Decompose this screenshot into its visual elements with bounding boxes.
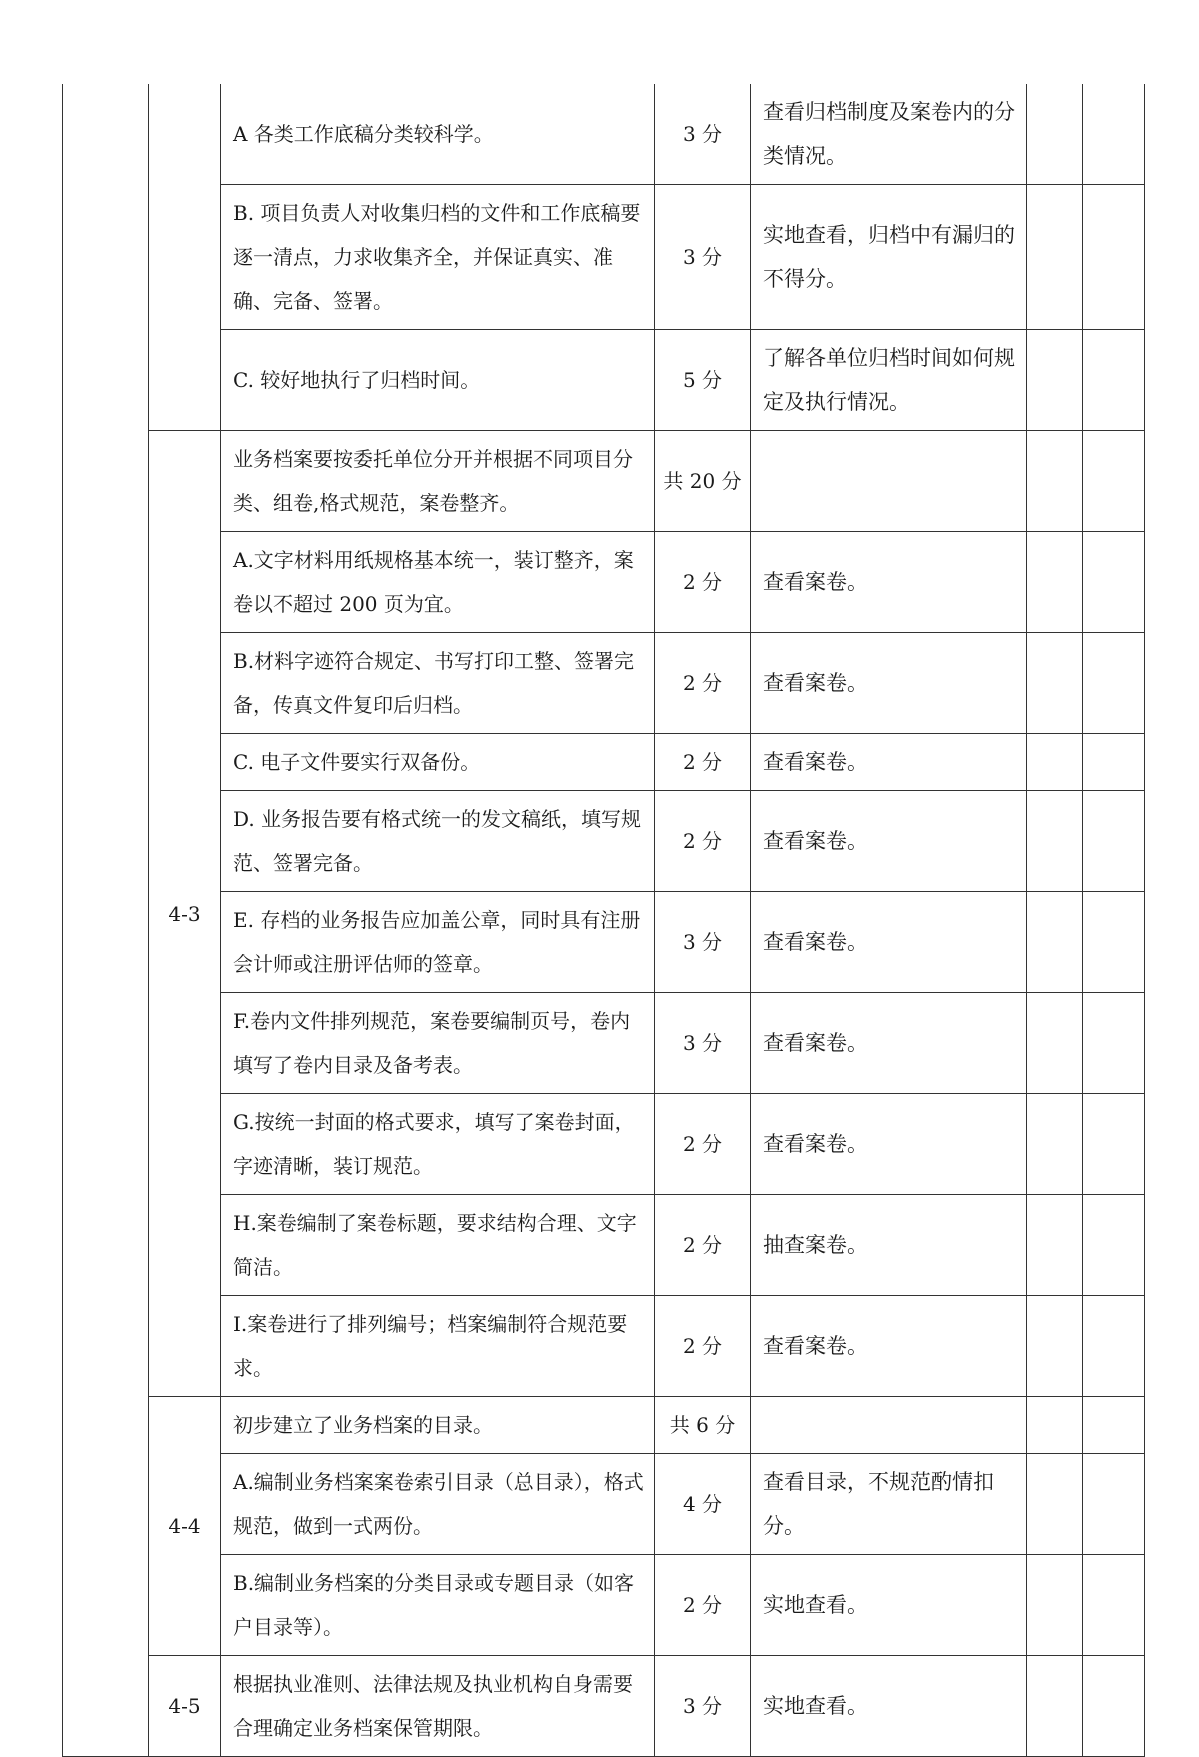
self-score-cell xyxy=(1027,791,1083,892)
review-score-cell xyxy=(1083,1454,1145,1555)
review-score-cell xyxy=(1083,1555,1145,1656)
review-score-cell xyxy=(1083,993,1145,1094)
item-text: A.编制业务档案案卷索引目录（总目录），格式规范，做到一式两份。 xyxy=(221,1454,655,1555)
item-text: A.文字材料用纸规格基本统一，装订整齐，案卷以不超过 200 页为宜。 xyxy=(221,532,655,633)
table-row xyxy=(63,431,1145,532)
self-score-cell xyxy=(1027,532,1083,633)
method-text: 抽查案卷。 xyxy=(751,1195,1027,1296)
table-row xyxy=(63,1094,1145,1195)
method-text: 查看案卷。 xyxy=(751,633,1027,734)
table-row xyxy=(63,1195,1145,1296)
item-text: A 各类工作底稿分类较科学。 xyxy=(221,84,655,185)
assessment-table xyxy=(62,84,1145,1757)
method-text xyxy=(751,1397,1027,1454)
item-text: I.案卷进行了排列编号；档案编制符合规范要求。 xyxy=(221,1296,655,1397)
self-score-cell xyxy=(1027,633,1083,734)
review-score-cell xyxy=(1083,185,1145,330)
self-score-cell xyxy=(1027,330,1083,431)
item-text: H.案卷编制了案卷标题，要求结构合理、文字简洁。 xyxy=(221,1195,655,1296)
item-text: B.材料字迹符合规定、书写打印工整、签署完备，传真文件复印后归档。 xyxy=(221,633,655,734)
method-text: 查看目录，不规范酌情扣分。 xyxy=(751,1454,1027,1555)
score-value: 3 分 xyxy=(655,993,751,1094)
method-text: 了解各单位归档时间如何规定及执行情况。 xyxy=(751,330,1027,431)
group-code-4-4: 4-4 xyxy=(149,1397,221,1656)
method-text: 查看归档制度及案卷内的分类情况。 xyxy=(751,84,1027,185)
table-row xyxy=(63,1555,1145,1656)
method-text: 查看案卷。 xyxy=(751,892,1027,993)
self-score-cell xyxy=(1027,84,1083,185)
score-value: 2 分 xyxy=(655,633,751,734)
item-text: C. 较好地执行了归档时间。 xyxy=(221,330,655,431)
self-score-cell xyxy=(1027,734,1083,791)
score-value: 2 分 xyxy=(655,1195,751,1296)
score-value: 2 分 xyxy=(655,1094,751,1195)
method-text: 实地查看，归档中有漏归的不得分。 xyxy=(751,185,1027,330)
method-text: 实地查看。 xyxy=(751,1656,1027,1757)
review-score-cell xyxy=(1083,1296,1145,1397)
self-score-cell xyxy=(1027,1094,1083,1195)
table-row xyxy=(63,532,1145,633)
table-row xyxy=(63,84,1145,185)
score-value: 共 6 分 xyxy=(655,1397,751,1454)
score-value: 2 分 xyxy=(655,532,751,633)
table-row xyxy=(63,1656,1145,1757)
item-text: F.卷内文件排列规范，案卷要编制页号，卷内填写了卷内目录及备考表。 xyxy=(221,993,655,1094)
item-text: C. 电子文件要实行双备份。 xyxy=(221,734,655,791)
review-score-cell xyxy=(1083,1094,1145,1195)
score-value: 2 分 xyxy=(655,1555,751,1656)
table-row xyxy=(63,734,1145,791)
item-text: 业务档案要按委托单位分开并根据不同项目分类、组卷,格式规范，案卷整齐。 xyxy=(221,431,655,532)
score-value: 3 分 xyxy=(655,892,751,993)
item-text: 初步建立了业务档案的目录。 xyxy=(221,1397,655,1454)
table-row xyxy=(63,1454,1145,1555)
group-code-4-3: 4-3 xyxy=(149,431,221,1397)
review-score-cell xyxy=(1083,84,1145,185)
review-score-cell xyxy=(1083,431,1145,532)
method-text: 查看案卷。 xyxy=(751,791,1027,892)
review-score-cell xyxy=(1083,1195,1145,1296)
table-row xyxy=(63,1296,1145,1397)
review-score-cell xyxy=(1083,633,1145,734)
self-score-cell xyxy=(1027,1555,1083,1656)
method-text: 查看案卷。 xyxy=(751,993,1027,1094)
self-score-cell xyxy=(1027,1397,1083,1454)
item-text: E. 存档的业务报告应加盖公章，同时具有注册会计师或注册评估师的签章。 xyxy=(221,892,655,993)
method-text: 查看案卷。 xyxy=(751,1296,1027,1397)
group-code-cell xyxy=(149,84,221,431)
self-score-cell xyxy=(1027,185,1083,330)
item-text: D. 业务报告要有格式统一的发文稿纸，填写规范、签署完备。 xyxy=(221,791,655,892)
review-score-cell xyxy=(1083,892,1145,993)
review-score-cell xyxy=(1083,734,1145,791)
self-score-cell xyxy=(1027,431,1083,532)
review-score-cell xyxy=(1083,791,1145,892)
method-text: 实地查看。 xyxy=(751,1555,1027,1656)
score-value: 3 分 xyxy=(655,185,751,330)
item-text: B. 项目负责人对收集归档的文件和工作底稿要逐一清点，力求收集齐全，并保证真实、准确、完备、签署。 xyxy=(221,185,655,330)
self-score-cell xyxy=(1027,892,1083,993)
review-score-cell xyxy=(1083,532,1145,633)
score-value: 4 分 xyxy=(655,1454,751,1555)
method-text: 查看案卷。 xyxy=(751,532,1027,633)
self-score-cell xyxy=(1027,1656,1083,1757)
self-score-cell xyxy=(1027,1195,1083,1296)
self-score-cell xyxy=(1027,993,1083,1094)
self-score-cell xyxy=(1027,1454,1083,1555)
table-row xyxy=(63,791,1145,892)
assessment-table-page xyxy=(62,84,1144,1757)
score-value: 3 分 xyxy=(655,1656,751,1757)
category-cell xyxy=(63,84,149,1757)
table-row xyxy=(63,633,1145,734)
item-text: B.编制业务档案的分类目录或专题目录（如客户目录等）。 xyxy=(221,1555,655,1656)
method-text: 查看案卷。 xyxy=(751,734,1027,791)
score-value: 2 分 xyxy=(655,734,751,791)
score-value: 5 分 xyxy=(655,330,751,431)
table-row xyxy=(63,993,1145,1094)
method-text: 查看案卷。 xyxy=(751,1094,1027,1195)
table-row xyxy=(63,185,1145,330)
item-text: G.按统一封面的格式要求，填写了案卷封面，字迹清晰，装订规范。 xyxy=(221,1094,655,1195)
method-text xyxy=(751,431,1027,532)
review-score-cell xyxy=(1083,1656,1145,1757)
group-code-4-5: 4-5 xyxy=(149,1656,221,1757)
score-value: 2 分 xyxy=(655,1296,751,1397)
table-row xyxy=(63,1397,1145,1454)
self-score-cell xyxy=(1027,1296,1083,1397)
score-value: 共 20 分 xyxy=(655,431,751,532)
review-score-cell xyxy=(1083,1397,1145,1454)
score-value: 3 分 xyxy=(655,84,751,185)
table-row xyxy=(63,892,1145,993)
item-text: 根据执业准则、法律法规及执业机构自身需要合理确定业务档案保管期限。 xyxy=(221,1656,655,1757)
review-score-cell xyxy=(1083,330,1145,431)
table-row xyxy=(63,330,1145,431)
score-value: 2 分 xyxy=(655,791,751,892)
